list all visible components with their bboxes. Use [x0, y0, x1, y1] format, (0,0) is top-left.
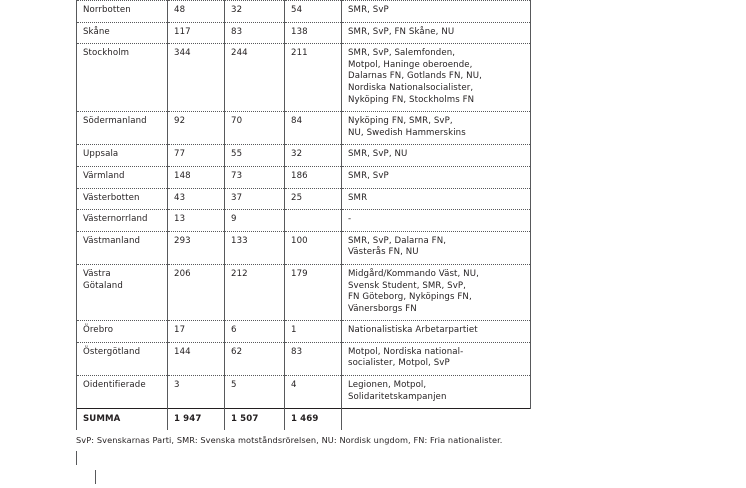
table-row — [77, 231, 531, 264]
cell-count-2: 6 — [225, 321, 285, 343]
cell-region: Östergötland — [77, 342, 168, 375]
cell-count-2: 83 — [225, 22, 285, 44]
cell-count-3: 100 — [285, 231, 342, 264]
cell-organisations — [342, 22, 531, 44]
cell-region: Norrbotten — [77, 1, 168, 23]
cell-count-1: 117 — [168, 22, 225, 44]
cell-region — [77, 264, 168, 320]
cell-region: Västerbotten — [77, 188, 168, 210]
cell-organisations — [342, 210, 531, 232]
cell-count-2: 73 — [225, 166, 285, 188]
cell-organisations — [342, 321, 531, 343]
cell-count-3: 1 — [285, 321, 342, 343]
cell-organisations — [342, 188, 531, 210]
cell-count-1: 206 — [168, 264, 225, 320]
table-row — [77, 188, 531, 210]
table-row — [77, 1, 531, 23]
cell-summary-count-2: 1 507 — [225, 409, 285, 430]
cell-summary-label: SUMMA — [77, 409, 168, 430]
cell-count-2: 70 — [225, 112, 285, 145]
cell-count-1: 77 — [168, 145, 225, 167]
cell-organisations — [342, 166, 531, 188]
cell-count-1: 17 — [168, 321, 225, 343]
table-row — [77, 22, 531, 44]
cell-count-2: 212 — [225, 264, 285, 320]
cell-count-1: 148 — [168, 166, 225, 188]
org-line: SMR, SvP, Salemfonden, — [348, 48, 456, 59]
cell-count-2: 37 — [225, 188, 285, 210]
cell-count-2: 9 — [225, 210, 285, 232]
cell-organisations — [342, 145, 531, 167]
cell-count-1: 48 — [168, 1, 225, 23]
org-line: SMR, SvP, FN Skåne, NU — [348, 26, 455, 37]
cell-count-3: 186 — [285, 166, 342, 188]
cell-count-1: 3 — [168, 376, 225, 409]
table-row-summary — [77, 409, 531, 430]
regions-table — [76, 0, 531, 430]
cell-count-2: 62 — [225, 342, 285, 375]
org-line: NU, Swedish Hammerskins — [348, 127, 466, 138]
cell-region: Västernorrland — [77, 210, 168, 232]
region-line: Västra — [83, 268, 111, 279]
cell-region: Värmland — [77, 166, 168, 188]
cell-organisations — [342, 342, 531, 375]
cell-count-3: 211 — [285, 44, 342, 112]
org-line: Svensk Student, SMR, SvP, — [348, 280, 467, 291]
table-row — [77, 166, 531, 188]
table-row — [77, 376, 531, 409]
org-line: SMR, SvP — [348, 170, 389, 181]
cell-count-1: 13 — [168, 210, 225, 232]
cell-region: Södermanland — [77, 112, 168, 145]
cell-organisations — [342, 112, 531, 145]
table-row — [77, 145, 531, 167]
org-line: Västerås FN, NU — [348, 247, 419, 258]
cell-count-2: 244 — [225, 44, 285, 112]
org-line: SMR — [348, 192, 368, 203]
cell-region: Skåne — [77, 22, 168, 44]
table-row — [77, 264, 531, 320]
table-footnote: SvP: Svenskarnas Parti, SMR: Svenska motståndsrörelsen, NU: Nordisk ungdom, FN: Fria nationalister. — [76, 434, 503, 445]
cell-count-1: 92 — [168, 112, 225, 145]
cell-count-3: 138 — [285, 22, 342, 44]
cell-organisations — [342, 376, 531, 409]
org-line: Nationalistiska Arbetarpartiet — [348, 325, 478, 336]
cell-region: Västmanland — [77, 231, 168, 264]
cell-count-3: 32 — [285, 145, 342, 167]
cell-organisations — [342, 264, 531, 320]
cell-count-2: 5 — [225, 376, 285, 409]
cell-count-3: 179 — [285, 264, 342, 320]
cell-count-3: 54 — [285, 1, 342, 23]
org-line: Vänersborgs FN — [348, 303, 417, 314]
table-row — [77, 210, 531, 232]
cell-region: Stockholm — [77, 44, 168, 112]
table-continuation-marks — [76, 450, 102, 468]
table-row — [77, 342, 531, 375]
region-line: Götaland — [83, 280, 123, 291]
org-line: SMR, SvP — [348, 5, 389, 15]
cell-count-1: 344 — [168, 44, 225, 112]
cell-summary-count-1: 1 947 — [168, 409, 225, 430]
cell-count-3: 25 — [285, 188, 342, 210]
org-line: Motpol, Nordiska national- — [348, 346, 464, 357]
cell-summary-count-3: 1 469 — [285, 409, 342, 430]
cell-organisations — [342, 1, 531, 23]
cell-count-1: 43 — [168, 188, 225, 210]
org-line: Nordiska Nationalsocialister, — [348, 82, 474, 93]
cell-count-3: 84 — [285, 112, 342, 145]
org-line: Motpol, Haninge oberoende, — [348, 59, 473, 70]
cell-region: Oidentifierade — [77, 376, 168, 409]
cell-organisations — [342, 44, 531, 112]
org-line: Dalarnas FN, Gotlands FN, NU, — [348, 71, 482, 82]
table-row — [77, 44, 531, 112]
cell-region: Örebro — [77, 321, 168, 343]
cell-count-2: 55 — [225, 145, 285, 167]
cell-count-3 — [285, 210, 342, 232]
rule-mark-left — [76, 451, 77, 465]
cell-count-3: 83 — [285, 342, 342, 375]
org-line: Nyköping FN, Stockholms FN — [348, 94, 475, 105]
table-body — [77, 1, 531, 430]
cell-count-1: 293 — [168, 231, 225, 264]
rule-mark-right — [95, 470, 96, 484]
table-row — [77, 321, 531, 343]
cell-summary-organisations — [342, 409, 531, 430]
org-line: SMR, SvP, Dalarna FN, — [348, 235, 447, 246]
cell-count-1: 144 — [168, 342, 225, 375]
cell-organisations — [342, 231, 531, 264]
org-line: Midgård/Kommando Väst, NU, — [348, 268, 479, 279]
org-line: Nyköping FN, SMR, SvP, — [348, 116, 453, 127]
org-line: SMR, SvP, NU — [348, 149, 408, 160]
org-line: Legionen, Motpol, — [348, 380, 427, 391]
cell-count-3: 4 — [285, 376, 342, 409]
org-line: Solidaritetskampanjen — [348, 391, 447, 402]
cell-region: Uppsala — [77, 145, 168, 167]
org-line: - — [348, 214, 352, 225]
org-line: FN Göteborg, Nyköpings FN, — [348, 292, 472, 303]
cell-count-2: 133 — [225, 231, 285, 264]
table-row — [77, 112, 531, 145]
org-line: socialister, Motpol, SvP — [348, 358, 450, 369]
cell-count-2: 32 — [225, 1, 285, 23]
